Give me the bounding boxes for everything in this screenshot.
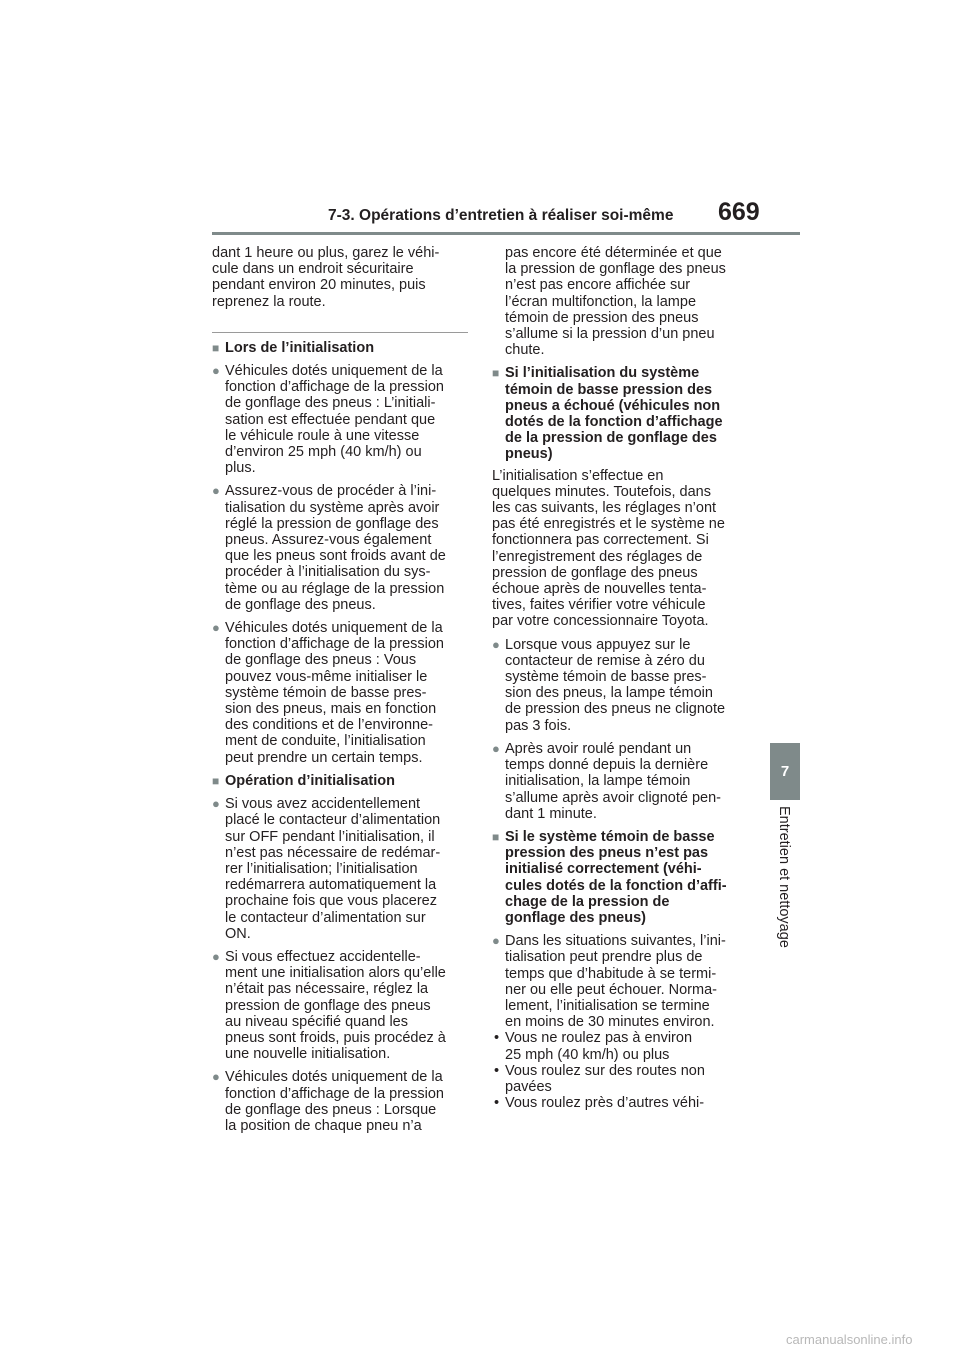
chapter-number-tab: 7: [770, 743, 800, 800]
bullet-item: ● Dans les situations suivantes, l’ini- tialisation peut prendre plus de temps que d’habitude à se termi- ner ou elle peut échouer. Norma- lement, l’initialisation se termine en moins de 30 minutes environ.: [492, 933, 760, 1030]
heading-failed-init: ■ Si l’initialisation du système témoin de basse pression des pneus a échoué (véhicules non dotés de la fonction d’affichage de la pression de gonflage des pneus): [492, 365, 760, 462]
dash-item: • Vous roulez sur des routes non pavées: [492, 1063, 760, 1095]
intro-paragraph: dant 1 heure ou plus, garez le véhi- cule dans un endroit sécuritaire pendant environ 20 minutes, puis reprenez la route.: [212, 245, 440, 310]
bullet-item: ● Après avoir roulé pendant un temps donné depuis la dernière initialisation, la lampe témoin s’allume après avoir clignoté pen- dant 1 minute.: [492, 741, 760, 822]
bullet-item: ● Véhicules dotés uniquement de la fonction d’affichage de la pression de gonflage des pneus : Lorsque la position de chaque pneu n’a: [212, 1069, 470, 1134]
header-rule: [212, 232, 800, 235]
dash-item: • Vous ne roulez pas à environ 25 mph (40 km/h) ou plus: [492, 1030, 760, 1062]
right-column: [492, 245, 760, 1111]
body-paragraph: L’initialisation s’effectue en quelques minutes. Toutefois, dans les cas suivants, les réglages n’ont pas été enregistrés et le système ne fonctionnera pas correctement. Si l’enregistrement des réglages de pression de gonflage des pneus échoue après de nouvelles tenta- tives, faites vérifier votre véhicule par votre concessionnaire Toyota.: [492, 467, 725, 630]
bullet-item: ● Si vous avez accidentellement placé le contacteur d’alimentation sur OFF pendant l’initialisation, il n’est pas nécessaire de redémar- rer l’initialisation; l’initialisation redémarrera automatiquement la prochaine fois que vous placerez le contacteur d’alimentation sur ON.: [212, 796, 470, 942]
continuation-paragraph: pas encore été déterminée et que la pression de gonflage des pneus n’est pas encore affichée sur l’écran multifonction, la lampe témoin de pression des pneus s’allume si la pression d’un pneu chute.: [505, 245, 726, 359]
bullet-item: ● Véhicules dotés uniquement de la fonction d’affichage de la pression de gonflage des pneus : L’initiali- sation est effectuée pendant que le véhicule roule à une vitesse d’environ 25 mph (40 km/h) ou plus.: [212, 363, 470, 476]
section-title: 7-3. Opérations d’entretien à réaliser soi-même: [328, 207, 674, 224]
bullet-item: ● Véhicules dotés uniquement de la fonction d’affichage de la pression de gonflage des pneus : Vous pouvez vous-même initialiser le système témoin de basse pres- sion des pneus, mais en fonction des conditions et de l’environne- ment de conduite, l’initialisation peut prendre un certain temps.: [212, 620, 470, 766]
heading-operation: ■ Opération d’initialisation: [212, 773, 470, 789]
heading-initialisation: ■ Lors de l’initialisation: [212, 340, 470, 356]
dash-item: • Vous roulez près d’autres véhi-: [492, 1095, 760, 1111]
heading-not-initialised: ■ Si le système témoin de basse pression des pneus n’est pas initialisé correctement (véhi- cules dotés de la fonction d’affi- chage de la pression de gonflage des pneus): [492, 829, 760, 926]
bullet-item: ● Assurez-vous de procéder à l’ini- tialisation du système après avoir réglé la pression de gonflage des pneus. Assurez-vous également que les pneus sont froids avant de procéder à l’initialisation du sys- tème ou au réglage de la pression de gonflage des pneus.: [212, 483, 470, 613]
section-divider: [212, 332, 468, 333]
page-number: 669: [718, 198, 760, 226]
bullet-item: ● Lorsque vous appuyez sur le contacteur de remise à zéro du système témoin de basse pres- sion des pneus, la lampe témoin de pression des pneus ne clignote pas 3 fois.: [492, 637, 760, 734]
bullet-item: ● Si vous effectuez accidentelle- ment une initialisation alors qu’elle n’était pas nécessaire, réglez la pression de gonflage des pneus au niveau spécifié quand les pneus sont froids, puis procédez à une nouvelle initialisation.: [212, 949, 470, 1062]
watermark: carmanualsonline.info: [786, 1332, 913, 1347]
chapter-title: Entretien et nettoyage: [776, 806, 792, 948]
left-column: [212, 245, 470, 1134]
